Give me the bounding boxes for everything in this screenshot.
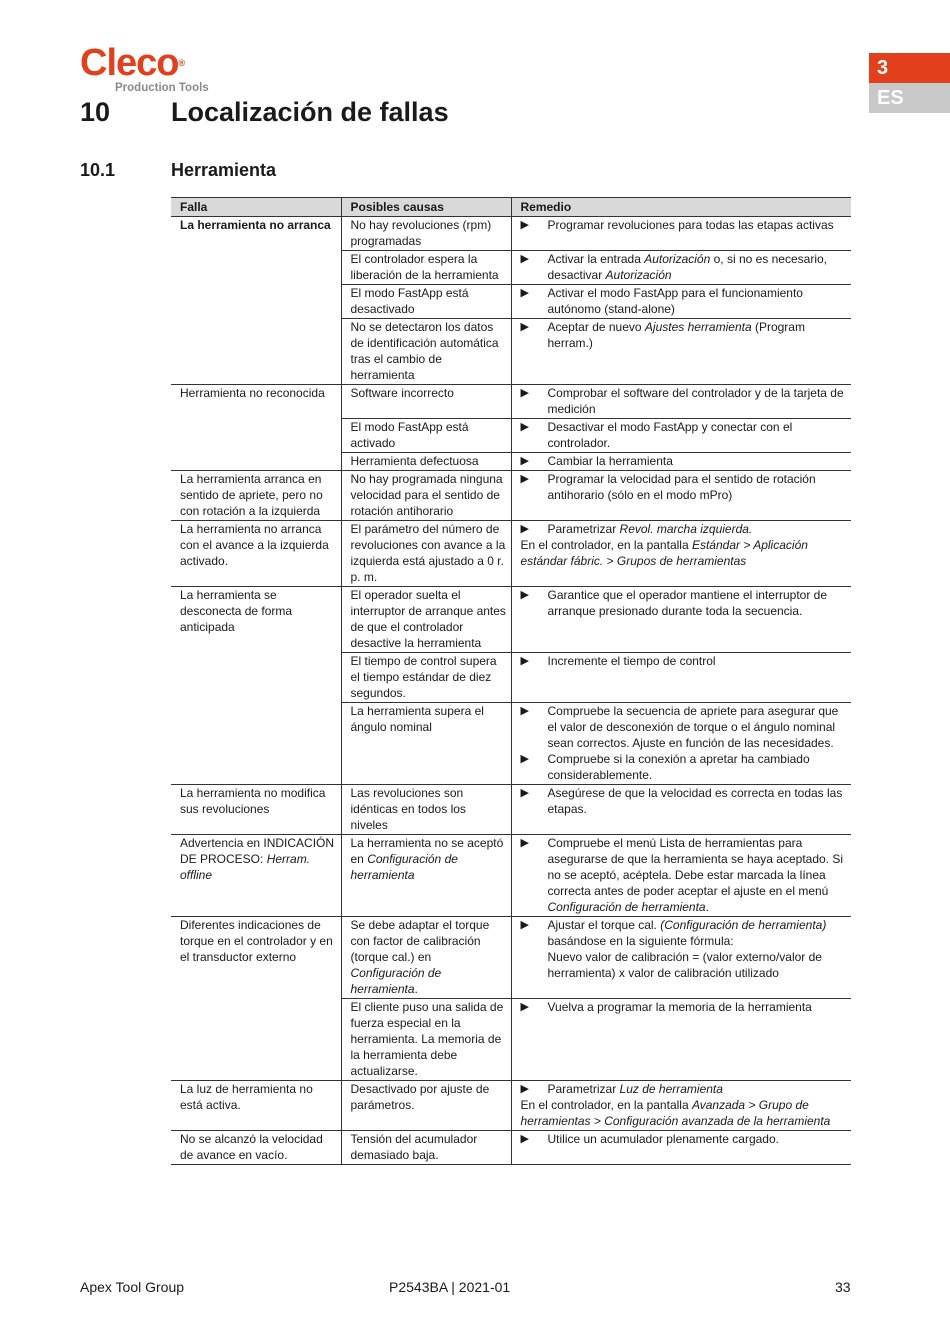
table-row	[171, 217, 851, 251]
remedy-step: ▶ Activar el modo FastApp para el funcionamiento autónomo (stand-alone)	[520, 286, 803, 316]
arrow-icon: ▶	[520, 219, 529, 231]
remedy-cell	[511, 453, 851, 471]
remedy-step: ▶ Aceptar de nuevo Ajustes herramienta (Program herram.)	[520, 320, 805, 350]
arrow-icon: ▶	[520, 1083, 529, 1095]
cause-cell: El cliente puso una salida de fuerza especial en la herramienta. La memoria de la herramienta debe actualizarse.	[341, 999, 511, 1081]
chapter-tab-number: 3	[869, 53, 950, 83]
remedy-cell	[511, 587, 851, 653]
table-row	[171, 1131, 851, 1165]
remedy-step: ▶ Compruebe si la conexión a apretar ha cambiado considerablemente.	[520, 752, 810, 782]
footer-document-code: P2543BA | 2021-01	[389, 1279, 511, 1295]
remedy-note: En el controlador, en la pantalla Avanzada > Grupo de herramientas > Configuración avanzada de la herramienta	[520, 1098, 831, 1128]
table-row	[171, 785, 851, 835]
logo-wordmark: Cleco	[80, 42, 179, 84]
table-header-row	[171, 198, 851, 217]
remedy-step: ▶ Asegúrese de que la velocidad es correcta en todas las etapas.	[520, 786, 843, 816]
cause-cell: Desactivado por ajuste de parámetros.	[341, 1081, 511, 1131]
language-tab: ES	[869, 83, 950, 113]
remedy-cell	[511, 419, 851, 453]
remedy-step: ▶ Programar revoluciones para todas las etapas activas	[520, 218, 834, 232]
cause-cell: El tiempo de control supera el tiempo estándar de diez segundos.	[341, 653, 511, 703]
cause-cell: El modo FastApp está activado	[341, 419, 511, 453]
cause-cell: El modo FastApp está desactivado	[341, 285, 511, 319]
fault-cell: La herramienta arranca en sentido de apriete, pero no con rotación a la izquierda	[171, 471, 341, 521]
remedy-step: ▶ Activar la entrada Autorización o, si no es necesario, desactivar Autorización	[520, 252, 827, 282]
arrow-icon: ▶	[520, 589, 529, 601]
remedy-cell	[511, 1081, 851, 1131]
remedy-cell	[511, 251, 851, 285]
cause-cell: El controlador espera la liberación de la herramienta	[341, 251, 511, 285]
arrow-icon: ▶	[520, 455, 529, 467]
remedy-step: ▶ Vuelva a programar la memoria de la herramienta	[520, 1000, 812, 1014]
remedy-step: ▶ Compruebe el menú Lista de herramientas para asegurarse de que la herramienta se haya aceptado. Si no se aceptó, acéptela. Debe estar marcada la línea correcta antes de poder aceptar el ajuste en el menú Configuración de herramienta.	[520, 836, 844, 914]
arrow-icon: ▶	[520, 787, 529, 799]
fault-cell: Herramienta no reconocida	[171, 385, 341, 471]
header-remedy: Remedio	[511, 198, 851, 217]
remedy-step: ▶ Programar la velocidad para el sentido de rotación antihorario (sólo en el modo mPro)	[520, 472, 816, 502]
remedy-step: ▶ Comprobar el software del controlador y de la tarjeta de medición	[520, 386, 844, 416]
footer-company: Apex Tool Group	[80, 1279, 185, 1295]
remedy-step: ▶ Incremente el tiempo de control	[520, 654, 716, 668]
cause-cell: Software incorrecto	[341, 385, 511, 419]
remedy-cell	[511, 285, 851, 319]
remedy-step: ▶ Parametrizar Luz de herramienta	[520, 1082, 723, 1096]
cause-cell: Las revoluciones son idénticas en todos los niveles	[341, 785, 511, 835]
cause-cell: La herramienta no se aceptó en Configuración de herramienta	[341, 835, 511, 917]
section-title: Herramienta	[171, 160, 277, 180]
table-row	[171, 521, 851, 587]
cause-cell: Tensión del acumulador demasiado baja.	[341, 1131, 511, 1165]
troubleshooting-table	[171, 197, 851, 1165]
fault-cell: Diferentes indicaciones de torque en el controlador y en el transductor externo	[171, 917, 341, 1081]
cause-cell: Herramienta defectuosa	[341, 453, 511, 471]
arrow-icon: ▶	[520, 253, 529, 265]
remedy-cell	[511, 999, 851, 1081]
fault-cell: La herramienta no arranca	[171, 217, 341, 385]
remedy-cell	[511, 835, 851, 917]
remedy-step: ▶ Utilice un acumulador plenamente cargado.	[520, 1132, 779, 1146]
footer-page-number: 33	[835, 1279, 851, 1295]
fault-cell: Advertencia en INDICACIÓN DE PROCESO: Herram. offline	[171, 835, 341, 917]
remedy-cell	[511, 319, 851, 385]
arrow-icon: ▶	[520, 753, 529, 765]
logo-registered: ®	[178, 58, 185, 68]
remedy-cell	[511, 653, 851, 703]
table-row	[171, 385, 851, 419]
table-row	[171, 1081, 851, 1131]
remedy-step: ▶ Desactivar el modo FastApp y conectar con el controlador.	[520, 420, 793, 450]
table-body	[171, 217, 851, 1165]
table-row	[171, 587, 851, 653]
fault-cell: La herramienta no arranca con el avance a la izquierda activado.	[171, 521, 341, 587]
remedy-cell	[511, 217, 851, 251]
table-row	[171, 835, 851, 917]
remedy-note: En el controlador, en la pantalla Estándar > Aplicación estándar fábric. > Grupos de herramientas	[520, 538, 808, 568]
arrow-icon: ▶	[520, 387, 529, 399]
remedy-cell	[511, 785, 851, 835]
table-row	[171, 471, 851, 521]
arrow-icon: ▶	[520, 1133, 529, 1145]
header-fault: Falla	[171, 198, 341, 217]
cause-cell: No se detectaron los datos de identificación automática tras el cambio de herramienta	[341, 319, 511, 385]
arrow-icon: ▶	[520, 837, 529, 849]
header-causes: Posibles causas	[341, 198, 511, 217]
chapter-title: Localización de fallas	[171, 97, 449, 127]
arrow-icon: ▶	[520, 287, 529, 299]
remedy-cell	[511, 521, 851, 587]
cause-cell: La herramienta supera el ángulo nominal	[341, 703, 511, 785]
remedy-cell	[511, 1131, 851, 1165]
cause-cell: Se debe adaptar el torque con factor de calibración (torque cal.) en Configuración de herramienta.	[341, 917, 511, 999]
fault-cell: No se alcanzó la velocidad de avance en vacío.	[171, 1131, 341, 1165]
table-row	[171, 917, 851, 999]
fault-cell: La herramienta no modifica sus revoluciones	[171, 785, 341, 835]
remedy-step: ▶ Compruebe la secuencia de apriete para asegurar que el valor de desconexión de torque o el ángulo nominal sean correctos. Ajuste en función de las necesidades.	[520, 704, 839, 750]
arrow-icon: ▶	[520, 421, 529, 433]
arrow-icon: ▶	[520, 1001, 529, 1013]
fault-cell: La luz de herramienta no está activa.	[171, 1081, 341, 1131]
remedy-cell	[511, 917, 851, 999]
arrow-icon: ▶	[520, 473, 529, 485]
remedy-cell	[511, 471, 851, 521]
remedy-step: ▶ Parametrizar Revol. marcha izquierda.	[520, 522, 753, 536]
arrow-icon: ▶	[520, 705, 529, 717]
arrow-icon: ▶	[520, 655, 529, 667]
cleco-logo	[80, 44, 209, 94]
remedy-step: ▶ Garantice que el operador mantiene el interruptor de arranque presionado durante toda la secuencia.	[520, 588, 828, 618]
cause-cell: No hay programada ninguna velocidad para el sentido de rotación antihorario	[341, 471, 511, 521]
arrow-icon: ▶	[520, 523, 529, 535]
cause-cell: El operador suelta el interruptor de arranque antes de que el controlador desactive la herramienta	[341, 587, 511, 653]
cause-cell: No hay revoluciones (rpm) programadas	[341, 217, 511, 251]
remedy-cell	[511, 703, 851, 785]
remedy-step: ▶ Cambiar la herramienta	[520, 454, 673, 468]
remedy-cell	[511, 385, 851, 419]
arrow-icon: ▶	[520, 321, 529, 333]
section-number: 10.1	[80, 160, 116, 180]
fault-cell: La herramienta se desconecta de forma anticipada	[171, 587, 341, 785]
arrow-icon: ▶	[520, 919, 529, 931]
remedy-step: ▶ Ajustar el torque cal. (Configuración de herramienta) basándose en la siguiente fórmula: Nuevo valor de calibración = (valor externo/valor de herramienta) x valor de calibración utilizado	[520, 918, 827, 980]
logo-subtitle: Production Tools	[115, 82, 209, 94]
cause-cell: El parámetro del número de revoluciones con avance a la izquierda está ajustado a 0 r. p. m.	[341, 521, 511, 587]
chapter-number: 10	[80, 97, 111, 127]
